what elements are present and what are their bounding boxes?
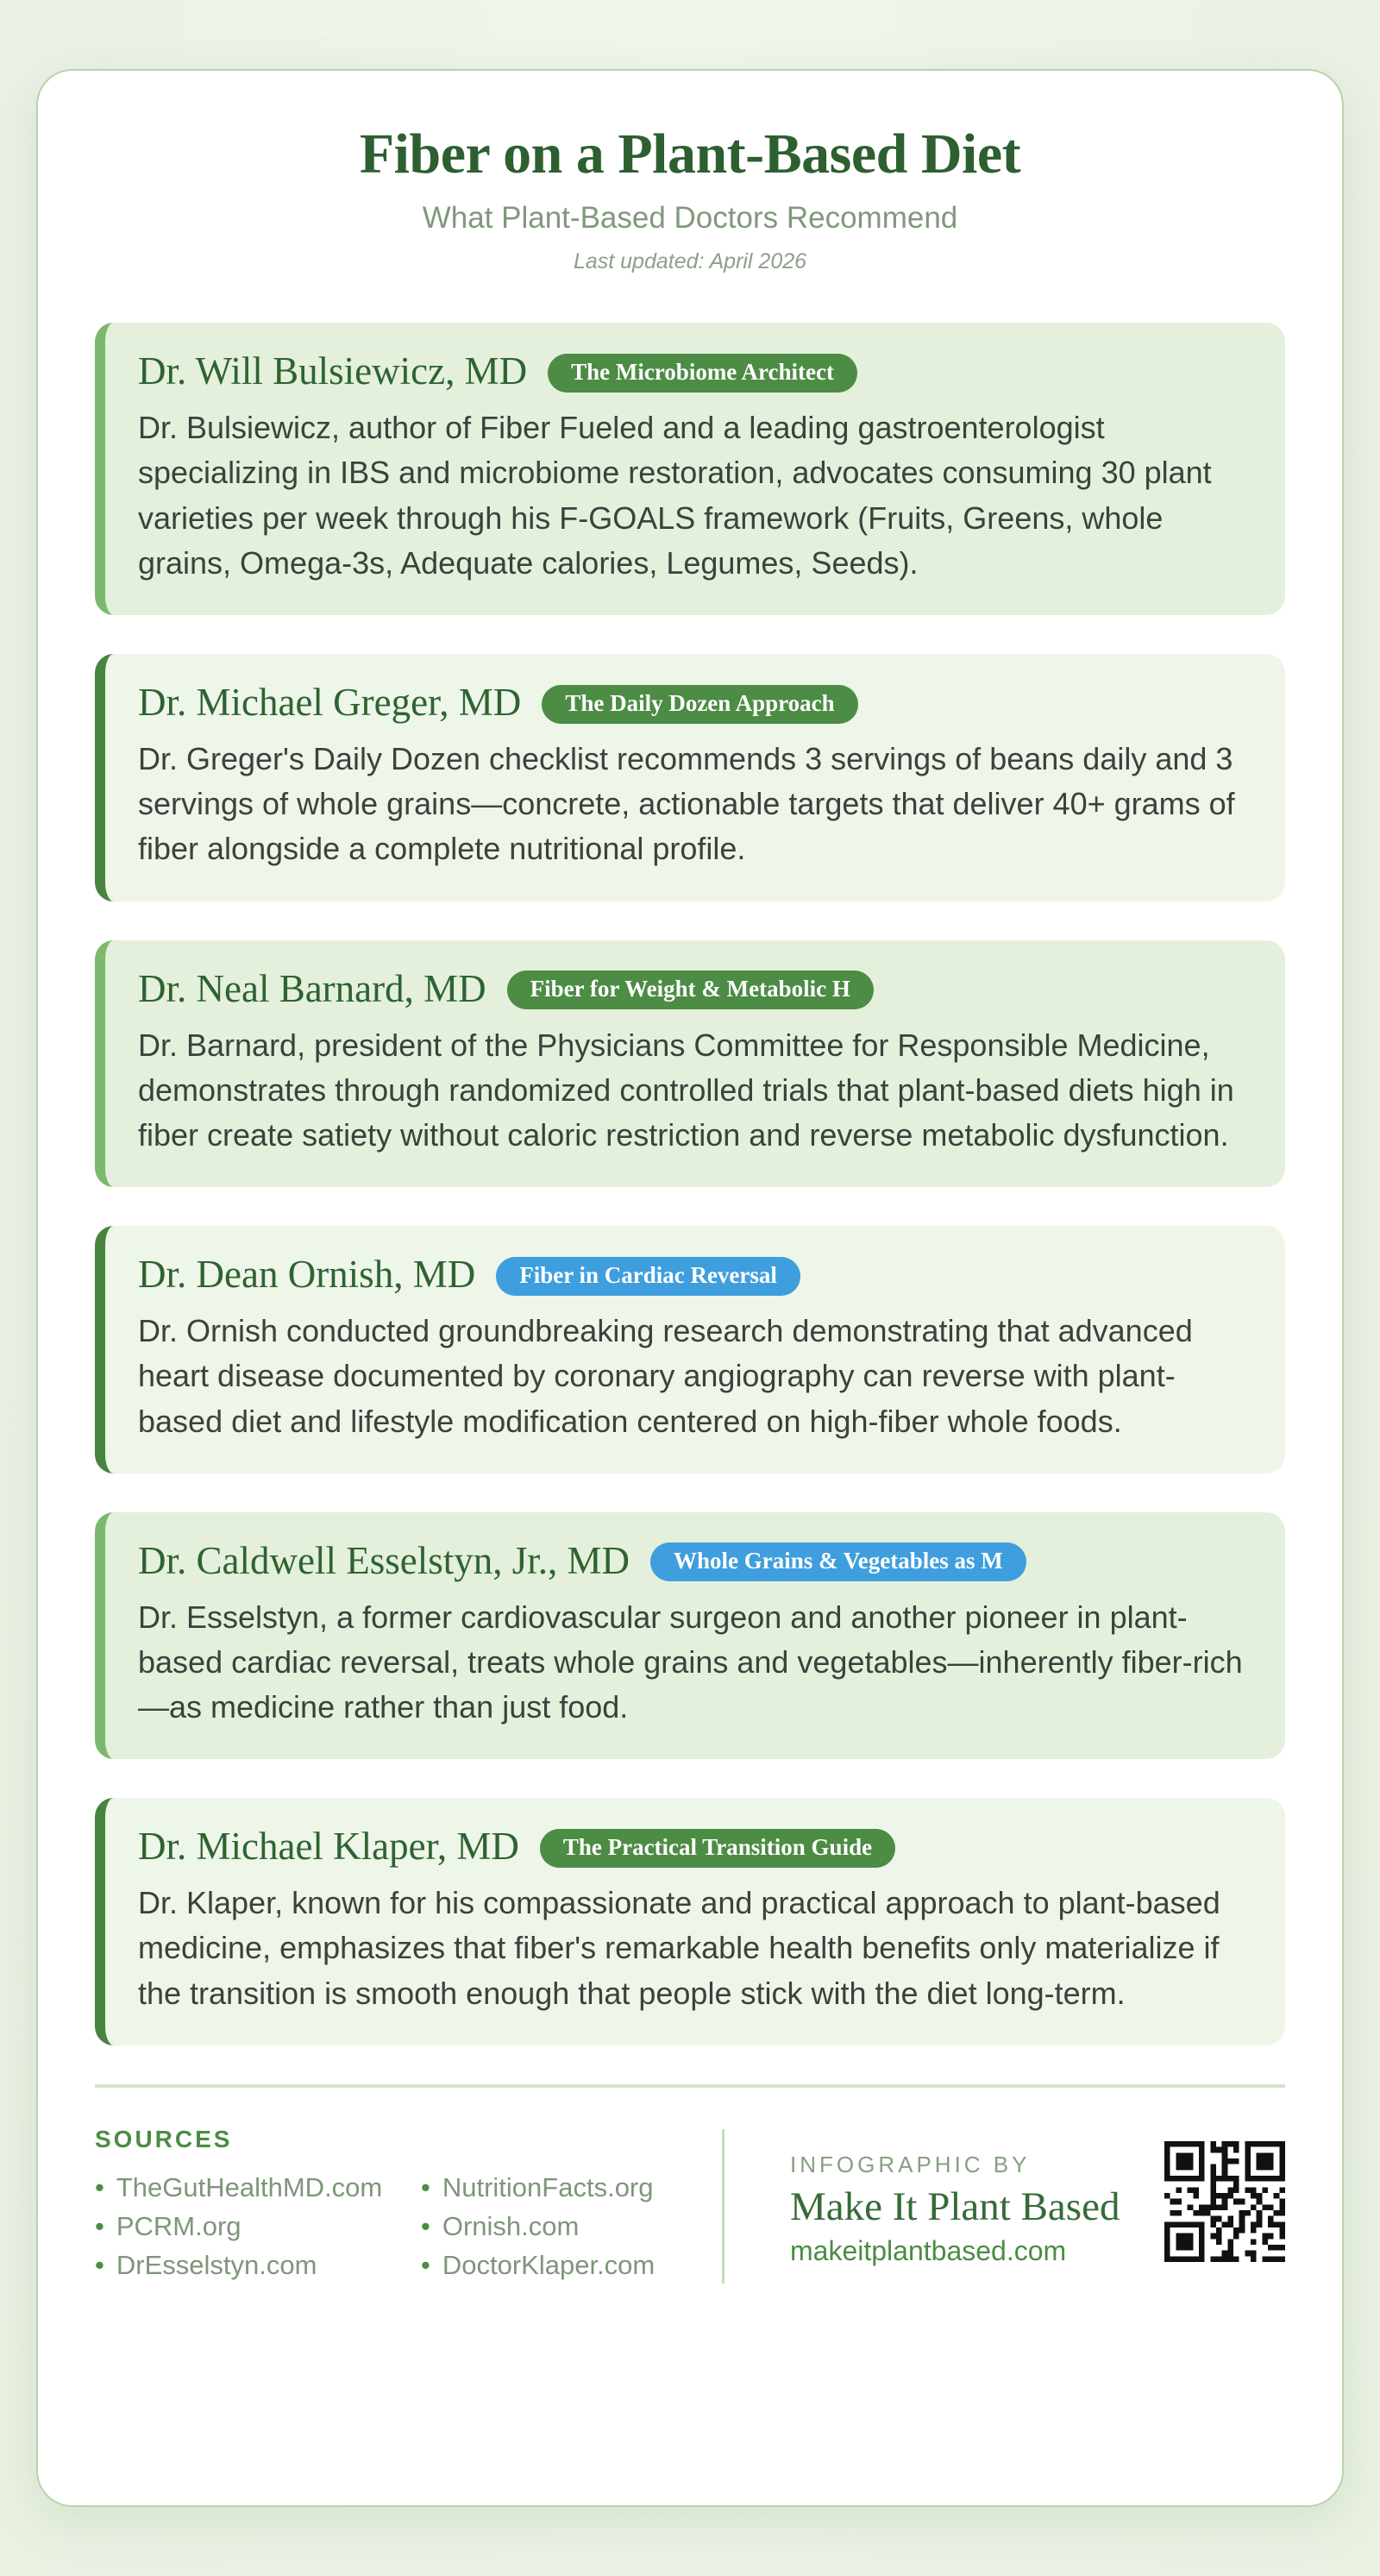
doctor-card-list xyxy=(95,323,1285,2045)
doctor-name: Dr. Michael Greger, MD xyxy=(138,681,522,725)
page-title: Fiber on a Plant-Based Diet xyxy=(359,123,1021,185)
sources-columns xyxy=(95,2169,722,2285)
doctor-description: Dr. Klaper, known for his compassionate and practical approach to plant-based medicine, emphasizes that fiber's remarkable health benefits only materialize if the transition is smooth enough that people stick with the diet long-term. xyxy=(138,1885,1220,2011)
sources-column-2 xyxy=(421,2169,655,2285)
doctor-card-header xyxy=(138,1538,1251,1583)
qr-code-icon xyxy=(1164,2141,1285,2262)
doctor-description: Dr. Esselstyn, a former cardiovascular surgeon and another pioneer in plant-based cardiac reversal, treats whole grains and vegetables—inherently fiber-rich—as medicine rather than just food. xyxy=(138,1599,1243,1725)
brand-name: Make It Plant Based xyxy=(790,2183,1120,2229)
footer-vertical-divider xyxy=(722,2129,724,2284)
doctor-description: Dr. Ornish conducted groundbreaking research demonstrating that advanced heart disease documented by coronary angiography can reverse with plant-based diet and lifestyle modification centered on high-fiber whole foods. xyxy=(138,1313,1193,1439)
doctor-card-barnard xyxy=(95,940,1285,1188)
doctor-name: Dr. Dean Ornish, MD xyxy=(138,1253,476,1297)
specialty-badge: The Daily Dozen Approach xyxy=(542,685,857,724)
doctor-description: Dr. Greger's Daily Dozen checklist recommends 3 servings of beans daily and 3 servings of whole grains—concrete, actionable targets that deliver 40+ grams of fiber alongside a complete nutritional profile. xyxy=(138,741,1235,867)
doctor-description: Dr. Barnard, president of the Physicians Committee for Responsible Medicine, demonstrates through randomized controlled trials that plant-based diets high in fiber create satiety without caloric restriction and reverse metabolic dysfunction. xyxy=(138,1027,1234,1153)
brand-url-link[interactable]: makeitplantbased.com xyxy=(790,2234,1067,2266)
source-link[interactable]: • PCRM.org xyxy=(95,2208,421,2246)
footer xyxy=(95,2126,1285,2285)
header xyxy=(95,124,1285,274)
specialty-badge: The Microbiome Architect xyxy=(548,354,857,393)
footer-divider xyxy=(95,2084,1285,2088)
doctor-description: Dr. Bulsiewicz, author of Fiber Fueled and a leading gastroenterologist specializing in IBS and microbiome restoration, advocates consuming 30 plant varieties per week through his F-GOALS framework (Fruits, Greens, whole grains, Omega-3s, Adequate calories, Legumes, Seeds). xyxy=(138,410,1212,581)
doctor-card-ornish xyxy=(95,1226,1285,1473)
source-link[interactable]: • TheGutHealthMD.com xyxy=(95,2169,421,2208)
page-subtitle: What Plant-Based Doctors Recommend xyxy=(422,201,958,236)
specialty-badge: Whole Grains & Vegetables as M xyxy=(650,1542,1026,1581)
sources-section xyxy=(95,2126,722,2285)
doctor-card-klaper xyxy=(95,1798,1285,2045)
doctor-name: Dr. Neal Barnard, MD xyxy=(138,966,486,1010)
doctor-card-header xyxy=(138,680,1251,725)
specialty-badge: Fiber in Cardiac Reversal xyxy=(496,1257,800,1296)
source-link[interactable]: • DoctorKlaper.com xyxy=(421,2246,655,2285)
source-link[interactable]: • DrEsselstyn.com xyxy=(95,2246,421,2285)
sources-heading: SOURCES xyxy=(95,2125,233,2152)
last-updated-text: Last updated: April 2026 xyxy=(573,249,807,274)
doctor-card-bulsiewicz xyxy=(95,323,1285,615)
doctor-card-header xyxy=(138,966,1251,1011)
doctor-card-header xyxy=(138,349,1251,393)
specialty-badge: Fiber for Weight & Metabolic H xyxy=(507,971,874,1009)
doctor-card-header xyxy=(138,1252,1251,1297)
sources-column-1 xyxy=(95,2169,421,2285)
doctor-name: Dr. Caldwell Esselstyn, Jr., MD xyxy=(138,1538,630,1582)
credit-section xyxy=(790,2126,1120,2285)
source-link[interactable]: • Ornish.com xyxy=(421,2208,655,2246)
doctor-card-greger xyxy=(95,654,1285,902)
specialty-badge: The Practical Transition Guide xyxy=(540,1829,895,1868)
doctor-name: Dr. Michael Klaper, MD xyxy=(138,1825,519,1869)
source-link[interactable]: • NutritionFacts.org xyxy=(421,2169,655,2208)
infographic-card xyxy=(36,69,1344,2507)
doctor-name: Dr. Will Bulsiewicz, MD xyxy=(138,349,528,393)
doctor-card-esselstyn xyxy=(95,1512,1285,1760)
doctor-card-header xyxy=(138,1824,1251,1869)
infographic-by-label: INFOGRAPHIC BY xyxy=(790,2151,1031,2177)
